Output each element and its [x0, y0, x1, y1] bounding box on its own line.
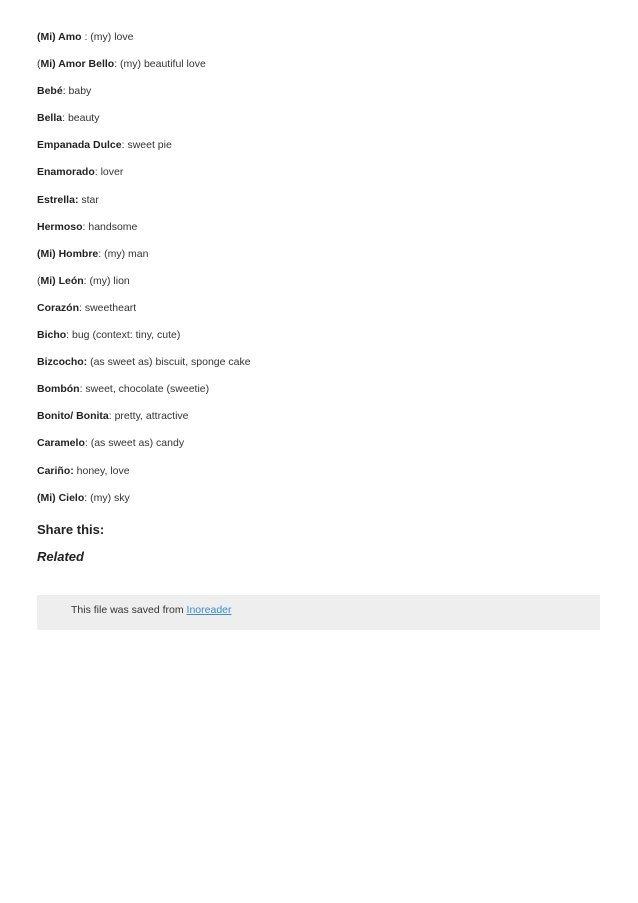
term-word: Bicho [37, 329, 67, 342]
term-entry [37, 58, 597, 71]
term-prefix: ( [37, 274, 41, 287]
term-word: Bella [37, 112, 63, 125]
term-definition: (as sweet as) biscuit, sponge cake [87, 356, 251, 369]
term-entry [37, 85, 597, 98]
term-definition: : sweet, chocolate (sweetie) [79, 383, 210, 396]
term-word: (Mi) Amo [37, 31, 82, 43]
term-word: Cariño: [37, 464, 74, 477]
term-definition: : sweetheart [79, 301, 137, 314]
term-word: Hermoso [37, 220, 83, 233]
term-definition: : (my) love [81, 31, 134, 43]
term-word: Estrella: [37, 193, 79, 206]
term-word: Bombón [37, 383, 80, 396]
footer-line [71, 604, 232, 617]
term-definition: : baby [62, 85, 92, 98]
term-word: Bizcocho: [37, 356, 88, 369]
term-word: Bebé [37, 85, 63, 98]
term-entry [37, 221, 597, 234]
term-entry [37, 166, 597, 179]
footer-text: This file was saved from [71, 604, 187, 616]
term-word: Empanada Dulce [37, 139, 122, 152]
term-word: (Mi) Hombre [37, 247, 99, 260]
inoreader-link[interactable]: Inoreader [186, 604, 232, 616]
term-definition: : sweet pie [121, 139, 172, 152]
term-entry [37, 194, 597, 207]
term-definition: : handsome [82, 220, 138, 233]
term-word: Caramelo [37, 437, 85, 450]
term-definition: : (my) beautiful love [114, 58, 206, 71]
term-word: Mi) Amor Bello [40, 58, 115, 71]
term-definition: honey, love [73, 464, 130, 477]
term-definition: : beauty [62, 112, 100, 125]
term-entry [37, 275, 597, 288]
term-definition: : pretty, attractive [108, 410, 189, 423]
term-word: (Mi) Cielo [37, 491, 85, 504]
term-word: Enamorado [37, 166, 95, 179]
term-entry [37, 465, 597, 478]
term-definition: : (my) lion [83, 274, 130, 287]
related-heading: Related [37, 549, 84, 564]
share-heading: Share this: [37, 522, 105, 537]
term-definition: : lover [94, 166, 124, 179]
term-entry [37, 112, 597, 125]
term-entry [37, 356, 597, 369]
term-definition: : (as sweet as) candy [84, 437, 185, 450]
term-definition: : (my) sky [84, 491, 130, 504]
term-entry [37, 31, 597, 44]
term-entry [37, 248, 597, 261]
term-entry [37, 492, 597, 505]
term-definition: star [78, 193, 99, 206]
term-word: Mi) León [40, 274, 84, 287]
term-word: Bonito/ Bonita [37, 410, 109, 423]
term-entry [37, 437, 597, 450]
term-entry [37, 329, 597, 342]
term-definition: : (my) man [98, 247, 149, 260]
term-entry [37, 383, 597, 396]
term-word: Corazón [37, 301, 79, 314]
term-definition: : bug (context: tiny, cute) [66, 329, 181, 342]
term-entry [37, 410, 597, 423]
saved-from-footer [37, 595, 600, 630]
term-list [37, 31, 597, 519]
term-entry [37, 302, 597, 315]
term-prefix: ( [37, 58, 41, 71]
term-entry [37, 139, 597, 152]
